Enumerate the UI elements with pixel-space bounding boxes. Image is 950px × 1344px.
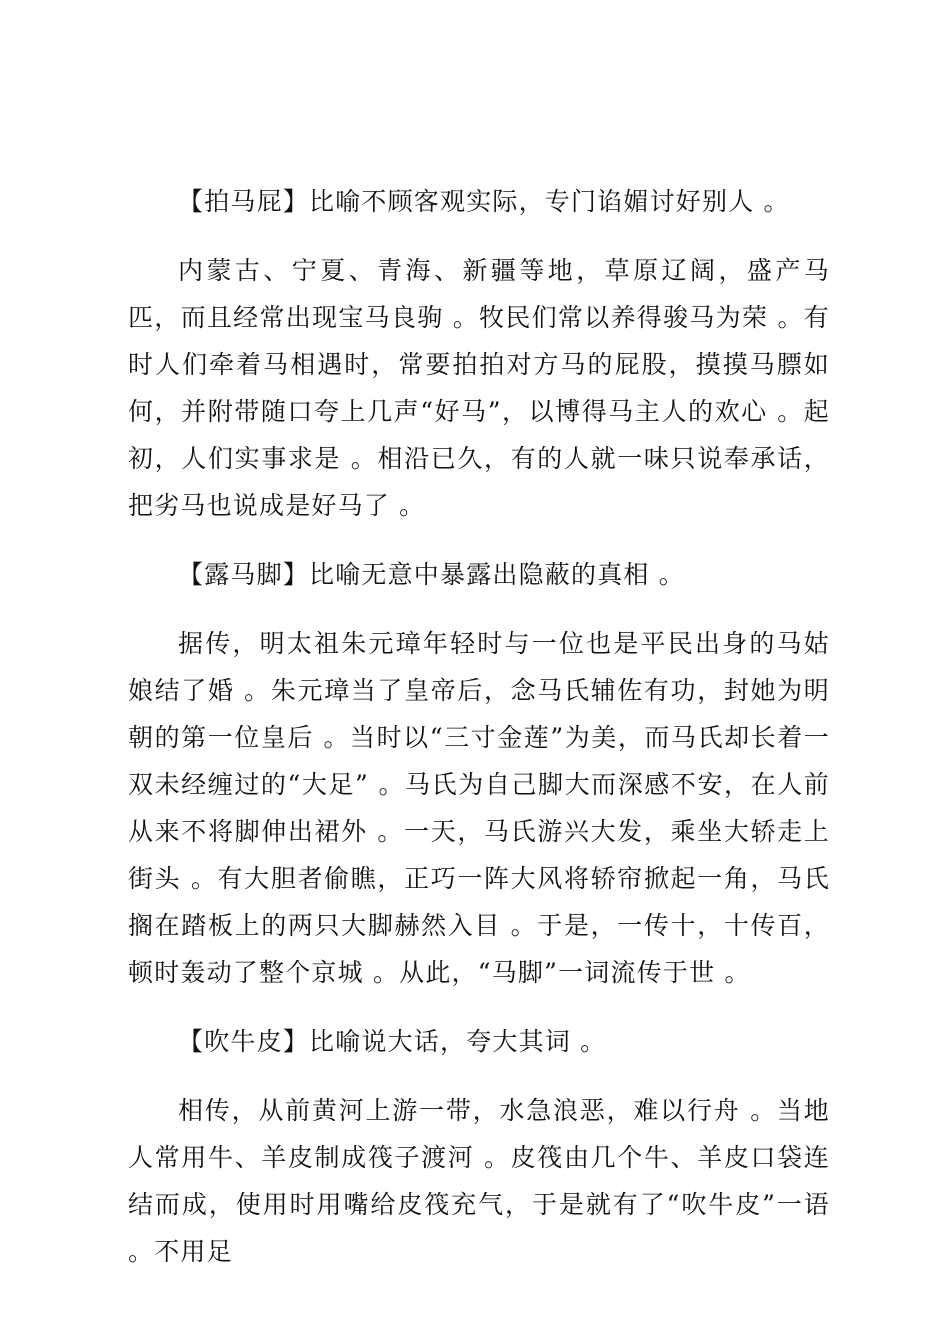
document-body [128, 178, 830, 1297]
paragraph-lu-ma-jiao-definition: 【露马脚】比喻无意中暴露出隐蔽的真相 。 [178, 560, 685, 589]
paragraph-lu-ma-jiao-story: 据传，明太祖朱元璋年轻时与一位也是平民出身的马姑娘结了婚 。朱元璋当了皇帝后，念马氏辅佐有功，封她为明朝的第一位皇后 。当时以“三寸金莲”为美，而马氏却长着一双未经缠过的“大足” 。马氏为自己脚大而深感不安，在人前从来不将脚伸出裙外 。一天，马氏游兴大发，乘坐大轿走上街头 。有大胆者偷瞧，正巧一阵大风将轿帘掀起一角，马氏搁在踏板上的两只大脚赫然入目 。于是，一传十，十传百，顿时轰动了整个京城 。从此，“马脚”一词流传于世 。 [128, 629, 830, 987]
paragraph-chui-niu-pi-definition: 【吹牛皮】比喻说大话，夸大其词 。 [178, 1027, 607, 1056]
paragraph-pai-ma-pi-definition: 【拍马屁】比喻不顾客观实际，专门谄媚讨好别人 。 [178, 187, 790, 216]
paragraph-pai-ma-pi-story: 内蒙古、宁夏、青海、新疆等地，草原辽阔，盛产马匹，而且经常出现宝马良驹 。牧民们常以养得骏马为荣 。有时人们牵着马相遇时，常要拍拍对方马的屁股，摸摸马膘如何，并附带随口夸上几声“好马”，以博得马主人的欢心 。起初，人们实事求是 。相沿已久，有的人就一味只说奉承话，把劣马也说成是好马了 。 [128, 256, 830, 520]
paragraph-chui-niu-pi-story: 相传，从前黄河上游一带，水急浪恶，难以行舟 。当地人常用牛、羊皮制成筏子渡河 。皮筏由几个牛、羊皮口袋连结而成，使用时用嘴给皮筏充气，于是就有了“吹牛皮”一语 。不用足 [128, 1096, 830, 1266]
